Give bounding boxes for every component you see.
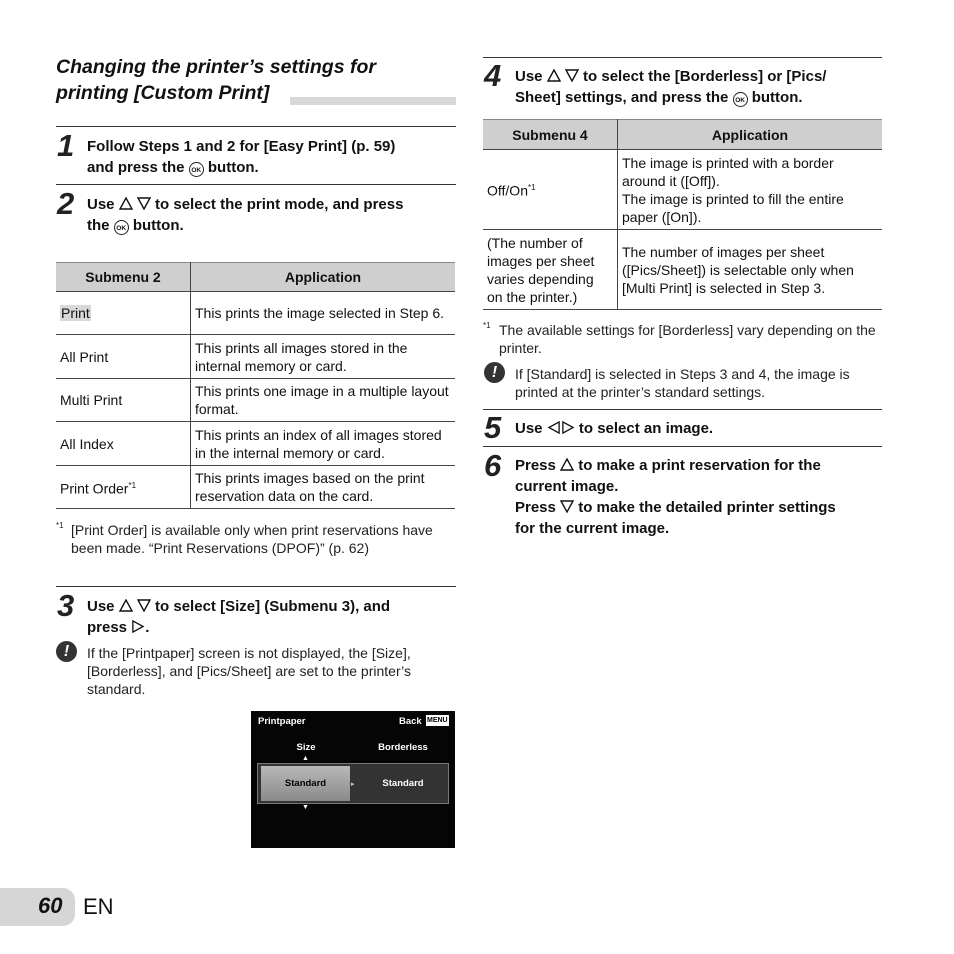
step-2-text-a: to select the print mode, and press xyxy=(155,196,404,213)
footnote-text: [Print Order] is available only when print reservations have been made. “Print Reservations (DPOF)” (p. 62) xyxy=(71,522,433,556)
ok-button-icon: OK xyxy=(189,162,204,177)
footnote-mark: *1 xyxy=(483,321,491,330)
submenu-4-table xyxy=(483,119,882,310)
table-cell-application: This prints an index of all images stored in the internal memory or card. xyxy=(191,422,456,466)
up-triangle-icon xyxy=(547,69,561,82)
table-cell-application: The number of images per sheet ([Pics/Sheet]) is selectable only when [Multi Print] is selected in Step 3. xyxy=(618,230,883,310)
right-triangle-icon xyxy=(561,421,575,434)
step-5-number: 5 xyxy=(484,410,502,445)
step-2-text-b: the xyxy=(87,217,110,234)
screen-back-label: Back xyxy=(399,716,422,727)
screen-col-size-label: Size xyxy=(296,742,316,753)
table-cell-submenu xyxy=(56,292,191,335)
table-row xyxy=(483,150,882,230)
divider xyxy=(483,57,882,58)
step-5-text-a: to select an image. xyxy=(578,420,714,437)
screen-title: Printpaper xyxy=(258,716,306,727)
step-2-use: Use xyxy=(87,196,115,213)
footnote-ref: *1 xyxy=(527,183,536,193)
step-3-text-b: press xyxy=(87,619,128,636)
footnote-mark: *1 xyxy=(56,521,64,530)
screen-size-value: Standard xyxy=(261,766,350,801)
table-row xyxy=(56,379,455,422)
footnote xyxy=(56,521,456,557)
section-title xyxy=(56,54,456,106)
section-title-line1: Changing the printer’s settings for xyxy=(56,56,376,78)
screen-col-borderless-label: Borderless xyxy=(378,742,428,753)
step-6-text-c: to make the detailed printer settings xyxy=(578,499,836,516)
table-cell-submenu xyxy=(56,466,191,509)
table-cell-application xyxy=(618,150,883,230)
step-3-use: Use xyxy=(87,598,115,615)
divider xyxy=(56,184,456,185)
up-triangle-icon xyxy=(119,197,133,210)
table-header-application: Application xyxy=(191,263,456,292)
table-cell-submenu: All Print xyxy=(56,335,191,379)
menu-button-badge: MENU xyxy=(427,717,448,724)
step-6-text-d: for the current image. xyxy=(515,520,670,537)
application-off-text: The image is printed with a border around it ([Off]). xyxy=(622,154,834,189)
step-2-text-c: button. xyxy=(132,217,184,234)
table-row xyxy=(56,466,455,509)
divider xyxy=(483,409,882,410)
step-2-text xyxy=(87,194,457,236)
table-cell-submenu: Multi Print xyxy=(56,379,191,422)
section-title-line2: printing [Custom Print] xyxy=(56,82,270,104)
submenu-off-on: Off/On xyxy=(487,182,528,199)
step-3-text xyxy=(87,596,457,638)
table-header-application: Application xyxy=(618,120,883,150)
divider xyxy=(483,446,882,447)
scroll-down-arrow-icon: ▼ xyxy=(302,804,309,811)
step-1-text-b: and press the xyxy=(87,159,185,176)
down-triangle-icon xyxy=(560,500,574,513)
caution-note: If the [Printpaper] screen is not displayed, the [Size], [Borderless], and [Pics/Sheet] are set to the printer’s standard. xyxy=(87,645,411,697)
table-cell-submenu xyxy=(483,150,618,230)
application-on-text: The image is printed to fill the entire paper ([On]). xyxy=(622,190,844,225)
step-4-use: Use xyxy=(515,68,543,85)
step-5-use: Use xyxy=(515,420,543,437)
step-1-text xyxy=(87,136,457,178)
table-row xyxy=(56,335,455,379)
footnote-ref: *1 xyxy=(128,480,137,490)
left-triangle-icon xyxy=(547,421,561,434)
ok-button-icon: OK xyxy=(733,92,748,107)
table-row xyxy=(483,230,882,310)
caution-icon: ! xyxy=(56,641,77,662)
step-4-text-b: Sheet] settings, and press the xyxy=(515,89,729,106)
down-triangle-icon xyxy=(565,69,579,82)
step-6-press-2: Press xyxy=(515,499,556,516)
table-header-row xyxy=(483,120,882,150)
table-cell-application: This prints images based on the print reservation data on the card. xyxy=(191,466,456,509)
step-1-number: 1 xyxy=(57,128,75,163)
footnote xyxy=(483,321,883,357)
table-row xyxy=(56,422,455,466)
step-4-text xyxy=(515,66,885,108)
table-row xyxy=(56,292,455,335)
step-1-text-c: button. xyxy=(207,159,259,176)
step-6-text-b: current image. xyxy=(515,478,619,495)
caution-note: If [Standard] is selected in Steps 3 and 4, the image is printed at the printer’s standard settings. xyxy=(515,366,850,400)
right-arrow-icon: ▸ xyxy=(351,781,355,788)
camera-screen xyxy=(251,711,455,848)
table-cell-application: This prints all images stored in the internal memory or card. xyxy=(191,335,456,379)
caution-icon: ! xyxy=(484,362,505,383)
up-triangle-icon xyxy=(119,599,133,612)
submenu-2-table xyxy=(56,262,455,509)
step-6-press: Press xyxy=(515,457,556,474)
divider xyxy=(56,126,456,127)
step-6-text-a: to make a print reservation for the xyxy=(578,457,821,474)
ok-button-icon: OK xyxy=(114,220,129,235)
step-4-number: 4 xyxy=(484,58,502,93)
submenu-print-order: Print Order xyxy=(60,480,129,497)
down-triangle-icon xyxy=(137,197,151,210)
footnote-text: The available settings for [Borderless] vary depending on the printer. xyxy=(499,322,876,356)
screen-borderless-value: Standard xyxy=(382,778,424,789)
down-triangle-icon xyxy=(137,599,151,612)
step-2-number: 2 xyxy=(57,186,75,221)
step-6-number: 6 xyxy=(484,448,502,483)
table-cell-application: This prints the image selected in Step 6. xyxy=(191,292,456,335)
up-triangle-icon xyxy=(560,458,574,471)
step-3-number: 3 xyxy=(57,588,75,623)
step-4-text-c: button. xyxy=(751,89,803,106)
language-code: EN xyxy=(83,894,114,919)
table-header-row xyxy=(56,263,455,292)
table-cell-submenu: (The number of images per sheet varies depending on the printer.) xyxy=(483,230,618,310)
page-number: 60 xyxy=(38,893,63,918)
divider xyxy=(56,586,456,587)
scroll-up-arrow-icon: ▲ xyxy=(302,755,309,762)
step-1-text-a: Follow Steps 1 and 2 for [Easy Print] (p. 59) xyxy=(87,138,396,155)
right-triangle-icon xyxy=(131,620,145,633)
table-cell-application: This prints one image in a multiple layout format. xyxy=(191,379,456,422)
table-header-submenu: Submenu 2 xyxy=(56,263,191,292)
step-4-text-a: to select the [Borderless] or [Pics/ xyxy=(583,68,827,85)
table-cell-submenu: All Index xyxy=(56,422,191,466)
table-header-submenu: Submenu 4 xyxy=(483,120,618,150)
step-5-text xyxy=(515,418,885,439)
step-3-text-c: . xyxy=(145,619,150,636)
step-3-text-a: to select [Size] (Submenu 3), and xyxy=(155,598,391,615)
step-6-text xyxy=(515,455,885,539)
highlighted-submenu: Print xyxy=(61,305,90,321)
